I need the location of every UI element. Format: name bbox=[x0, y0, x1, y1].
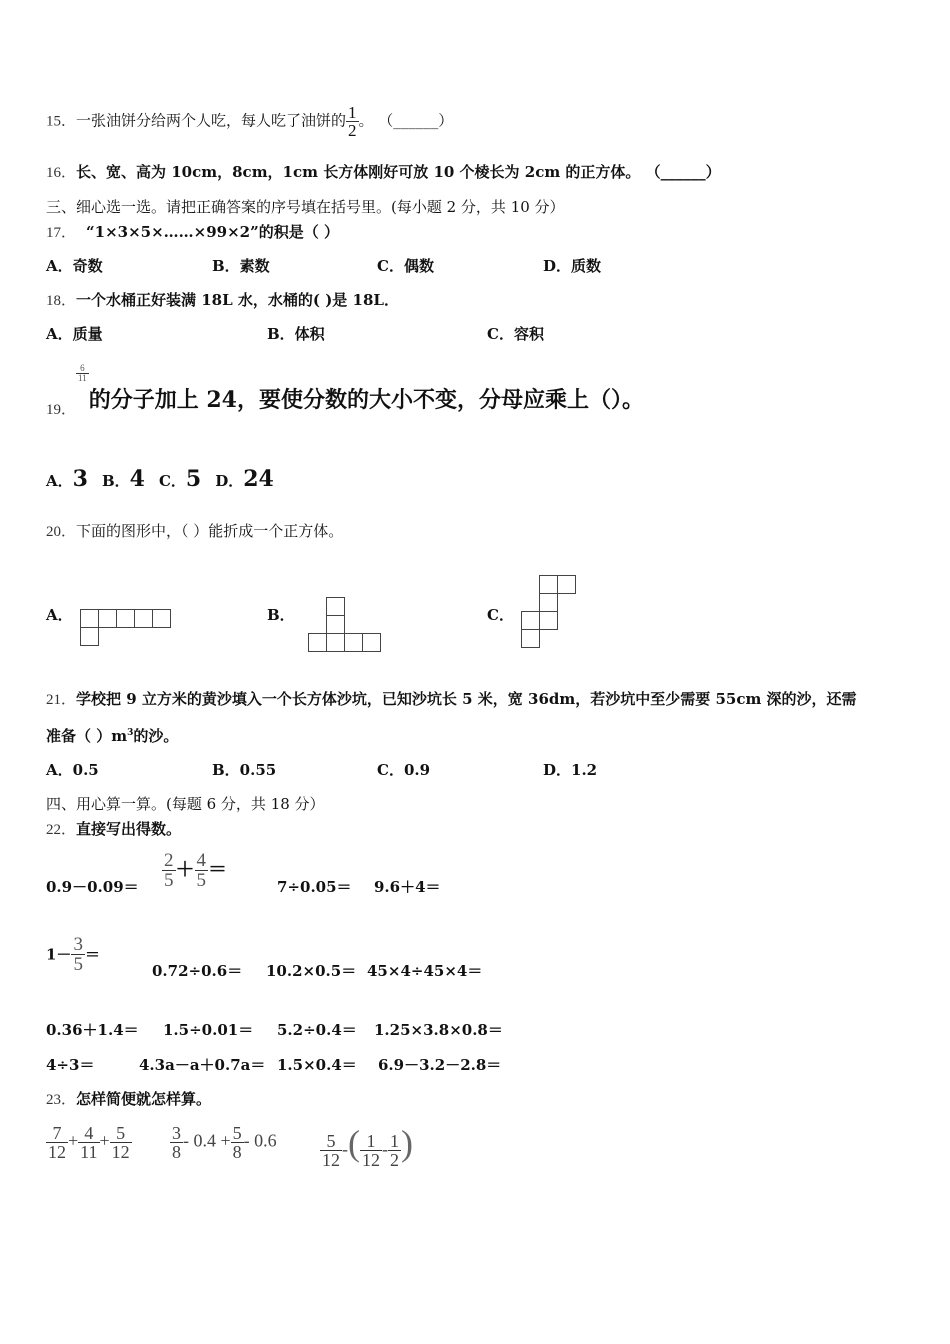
question-number: 15． bbox=[46, 113, 77, 130]
calc-item: 4÷3＝ bbox=[46, 1056, 95, 1074]
option-b: B．0.55 bbox=[212, 761, 277, 779]
net-square bbox=[152, 609, 171, 628]
net-square bbox=[326, 597, 345, 616]
net-square bbox=[80, 627, 99, 646]
calc-item: 0.9－0.09＝ bbox=[46, 878, 139, 896]
superscript: 3 bbox=[127, 728, 134, 738]
question-number: 18． bbox=[46, 293, 77, 309]
fraction: $\frac{5}{12}$ bbox=[322, 1131, 340, 1171]
question-20 bbox=[46, 520, 343, 541]
option-b: B． bbox=[267, 606, 295, 624]
expression-2 bbox=[170, 1124, 277, 1161]
option-a: A．奇数 bbox=[46, 257, 103, 275]
calc-item: 0.36＋1.4＝ bbox=[46, 1021, 139, 1039]
operator: ＋ bbox=[175, 858, 195, 881]
calc-item: 1.5×0.4＝ bbox=[277, 1056, 357, 1074]
option-c: C． bbox=[487, 606, 514, 624]
calc-item: 0.72÷0.6＝ bbox=[152, 962, 243, 980]
option-a-label: A． bbox=[46, 472, 73, 490]
question-number: 23． bbox=[46, 1092, 77, 1108]
option-a: A．质量 bbox=[46, 325, 103, 343]
question-19 bbox=[46, 363, 644, 418]
expression-1 bbox=[46, 1124, 132, 1161]
operator: - bbox=[382, 1139, 388, 1159]
calc-item: 1.25×3.8×0.8＝ bbox=[374, 1021, 503, 1039]
question-21-line2 bbox=[46, 725, 178, 746]
operator: - 0.6 bbox=[243, 1130, 277, 1151]
question-text: 准备（ ）m bbox=[46, 727, 128, 745]
option-b: B．素数 bbox=[212, 257, 270, 275]
net-square bbox=[539, 593, 558, 612]
net-square bbox=[362, 633, 381, 652]
question-text: 学校把 9 立方米的黄沙填入一个长方体沙坑，已知沙坑长 5 米，宽 36dm，若沙坑中至少需要 55cm 深的沙，还需 bbox=[76, 690, 857, 708]
fraction: $\frac{4}{5}$ bbox=[196, 850, 207, 891]
equals: ＝ bbox=[208, 858, 228, 881]
operator: - bbox=[342, 1139, 348, 1159]
net-square bbox=[134, 609, 153, 628]
net-square bbox=[521, 629, 540, 648]
expression-3 bbox=[320, 1122, 413, 1169]
fraction: $\frac{3}{8}$ bbox=[172, 1123, 181, 1162]
option-d-value: 24 bbox=[243, 466, 274, 492]
question-number: 16． bbox=[46, 165, 77, 181]
option-c: C．0.9 bbox=[377, 761, 431, 779]
option-a: A．0.5 bbox=[46, 761, 99, 779]
option-b-value: 4 bbox=[129, 466, 145, 492]
net-square bbox=[557, 575, 576, 594]
question-number: 20． bbox=[46, 524, 77, 540]
question-number: 21． bbox=[46, 692, 77, 708]
option-b: B．体积 bbox=[267, 325, 325, 343]
q19-options bbox=[46, 466, 274, 492]
fraction: $\frac{1}{2}$ bbox=[390, 1131, 399, 1171]
operator: - 0.4 + bbox=[183, 1130, 231, 1151]
calc-item: 1.5÷0.01＝ bbox=[163, 1021, 254, 1039]
calc-item: 45×4÷45×4＝ bbox=[367, 962, 483, 980]
option-b-label: B． bbox=[101, 472, 130, 490]
fraction: $\frac{5}{12}$ bbox=[111, 1123, 130, 1162]
option-c-value: 5 bbox=[185, 466, 202, 492]
question-21 bbox=[46, 688, 857, 709]
question-16 bbox=[46, 161, 721, 182]
net-square bbox=[326, 633, 345, 652]
option-c: C．偶数 bbox=[377, 257, 434, 275]
fraction: $\frac{1}{2}$ bbox=[348, 103, 357, 140]
question-text: 的分子加上 24，要使分数的大小不变，分母应乘上（）。 bbox=[88, 387, 644, 413]
calc-item: 4.3a－a＋0.7a＝ bbox=[139, 1056, 266, 1074]
calc-item: 7÷0.05＝ bbox=[277, 878, 352, 896]
net-square bbox=[521, 611, 540, 630]
option-a: A． bbox=[46, 606, 73, 624]
question-text: “1×3×5×……×99×2”的积是（ ） bbox=[86, 223, 339, 241]
question-text: 长、宽、高为 10cm，8cm，1cm 长方体刚好可放 10 个棱长为 2cm 的正方体。 （______） bbox=[76, 163, 721, 181]
equals: ＝ bbox=[84, 945, 100, 964]
fraction: $\frac{6}{11}$ bbox=[78, 363, 87, 383]
question-number: 19． bbox=[46, 402, 77, 418]
question-number: 22． bbox=[46, 822, 77, 838]
net-square bbox=[308, 633, 327, 652]
calc-item: 5.2÷0.4＝ bbox=[277, 1021, 357, 1039]
question-15 bbox=[46, 104, 453, 139]
net-square bbox=[80, 609, 99, 628]
question-23 bbox=[46, 1088, 211, 1109]
net-square bbox=[116, 609, 135, 628]
operator: 1－ bbox=[46, 945, 72, 964]
question-22 bbox=[46, 818, 181, 839]
section-4-heading: 四、用心算一算。(每题 6 分，共 18 分） bbox=[46, 795, 325, 813]
question-text: 一个水桶正好装满 18L 水，水桶的( )是 18L． bbox=[76, 291, 399, 309]
answer-blank: 。 （______） bbox=[358, 111, 454, 130]
question-text: 一张油饼分给两个人吃，每人吃了油饼的 bbox=[76, 111, 347, 130]
fraction: $\frac{2}{5}$ bbox=[164, 850, 174, 891]
net-square bbox=[539, 575, 558, 594]
net-square bbox=[98, 609, 117, 628]
question-text: 直接写出得数。 bbox=[76, 820, 182, 838]
operator: + bbox=[68, 1130, 79, 1151]
section-3-heading: 三、细心选一选。请把正确答案的序号填在括号里。(每小题 2 分，共 10 分） bbox=[46, 198, 565, 216]
question-text: 下面的图形中，（ ）能折成一个正方体。 bbox=[76, 522, 344, 540]
net-square bbox=[344, 633, 363, 652]
option-c: C．容积 bbox=[487, 325, 544, 343]
fraction: $\frac{4}{11}$ bbox=[80, 1123, 98, 1162]
net-square bbox=[539, 611, 558, 630]
question-17 bbox=[46, 221, 339, 242]
calc-item: 6.9－3.2－2.8＝ bbox=[378, 1056, 502, 1074]
question-text: 怎样简便就怎样算。 bbox=[76, 1090, 212, 1108]
calc-item bbox=[46, 935, 100, 974]
option-c-label: C． bbox=[158, 472, 186, 490]
fraction: $\frac{7}{12}$ bbox=[48, 1123, 66, 1162]
calc-item: 9.6＋4＝ bbox=[374, 878, 441, 896]
net-square bbox=[326, 615, 345, 634]
fraction: $\frac{1}{12}$ bbox=[362, 1131, 380, 1171]
option-a-value: 3 bbox=[72, 466, 88, 492]
option-d: D．质数 bbox=[543, 257, 602, 275]
calc-item: 10.2×0.5＝ bbox=[266, 962, 357, 980]
right-paren-icon: ) bbox=[401, 1123, 413, 1163]
fraction: $\frac{5}{8}$ bbox=[232, 1123, 242, 1162]
option-d-label: D． bbox=[215, 472, 244, 490]
option-d: D．1.2 bbox=[543, 761, 598, 779]
question-18 bbox=[46, 289, 399, 310]
question-text: 的沙。 bbox=[133, 727, 179, 745]
fraction: $\frac{3}{5}$ bbox=[73, 934, 83, 975]
operator: + bbox=[99, 1130, 110, 1151]
calc-item bbox=[162, 851, 227, 890]
left-paren-icon: ( bbox=[348, 1123, 360, 1163]
question-number: 17． bbox=[46, 225, 77, 241]
